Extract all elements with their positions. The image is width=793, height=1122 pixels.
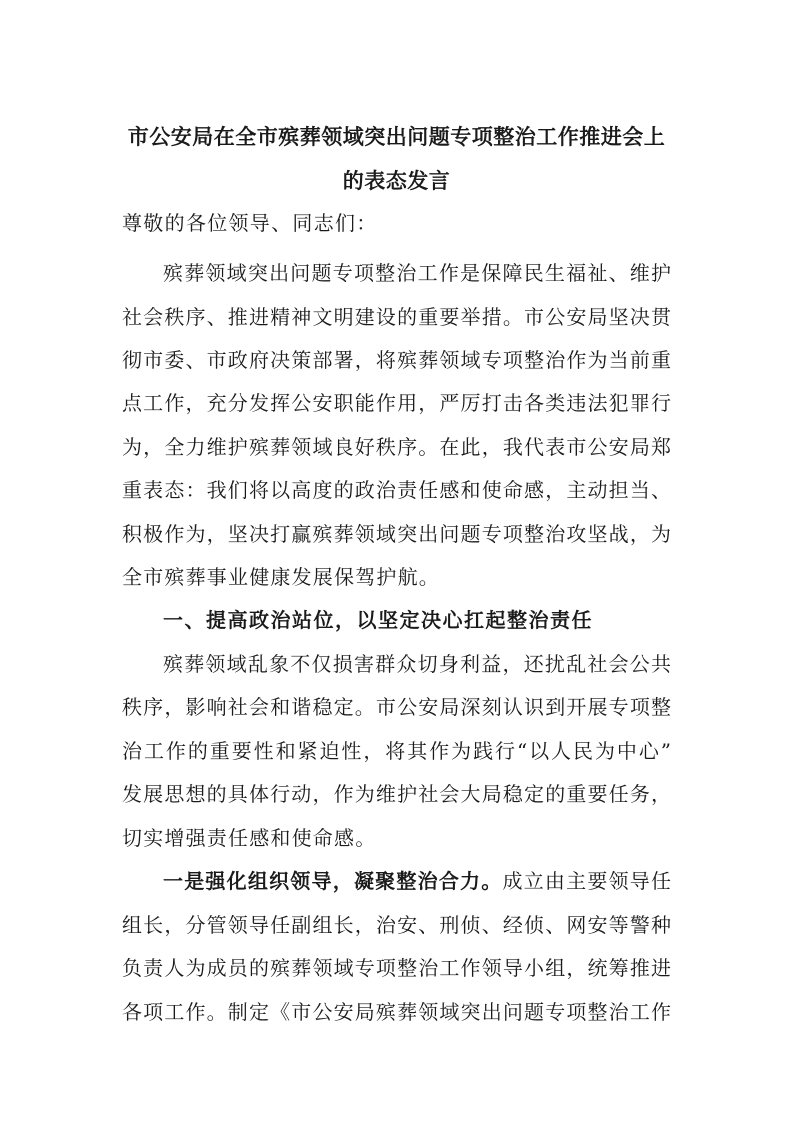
section-1-heading: 一、提高政治站位，以坚定决心扛起整治责任 bbox=[163, 608, 593, 632]
paragraph-1-line-1: 殡葬领域突出问题专项整治工作是保障民生福祉、维护 bbox=[163, 261, 671, 285]
paragraph-1-line-2: 社会秩序、推进精神文明建设的重要举措。市公安局坚决贯 bbox=[122, 305, 671, 329]
paragraph-1-line-7: 积极作为，坚决打赢殡葬领域突出问题专项整治攻坚战，为 bbox=[122, 522, 671, 546]
salutation: 尊敬的各位领导、同志们： bbox=[122, 211, 378, 235]
paragraph-3-line-2: 组长，分管领导任副组长，治安、刑侦、经侦、网安等警种 bbox=[122, 913, 671, 937]
paragraph-1-line-6: 重表态：我们将以高度的政治责任感和使命感，主动担当、 bbox=[122, 478, 671, 502]
paragraph-1-line-5: 为，全力维护殡葬领域良好秩序。在此，我代表市公安局郑 bbox=[122, 435, 671, 459]
paragraph-1-line-4: 点工作，充分发挥公安职能作用，严厉打击各类违法犯罪行 bbox=[122, 391, 671, 415]
paragraph-2-line-5: 切实增强责任感和使命感。 bbox=[122, 826, 377, 850]
paragraph-3-lead: 一是强化组织领导，凝聚整治合力。 bbox=[163, 869, 503, 893]
paragraph-3-line-4: 各项工作。制定《市公安局殡葬领域突出问题专项整治工作 bbox=[122, 1000, 671, 1024]
paragraph-2-line-3: 治工作的重要性和紧迫性，将其作为践行“以人民为中心” bbox=[122, 739, 671, 763]
paragraph-2-line-2: 秩序，影响社会和谐稳定。市公安局深刻认识到开展专项整 bbox=[122, 695, 671, 719]
paragraph-2-line-1: 殡葬领域乱象不仅损害群众切身利益，还扰乱社会公共 bbox=[163, 652, 671, 676]
paragraph-1-line-3: 彻市委、市政府决策部署，将殡葬领域专项整治作为当前重 bbox=[122, 348, 671, 372]
paragraph-3-first-rest: 成立由主要领导任 bbox=[502, 869, 672, 893]
paragraph-3-line-1 bbox=[163, 871, 671, 891]
paragraph-2-line-4: 发展思想的具体行动，作为维护社会大局稳定的重要任务， bbox=[122, 782, 671, 806]
paragraph-1-line-8: 全市殡葬事业健康发展保驾护航。 bbox=[122, 565, 440, 589]
document-title-line-2: 的表态发言 bbox=[342, 169, 451, 193]
document-title-line-1: 市公安局在全市殡葬领域突出问题专项整治工作推进会上 bbox=[127, 125, 666, 149]
paragraph-3-line-3: 负责人为成员的殡葬领域专项整治工作领导小组，统筹推进 bbox=[122, 956, 671, 980]
